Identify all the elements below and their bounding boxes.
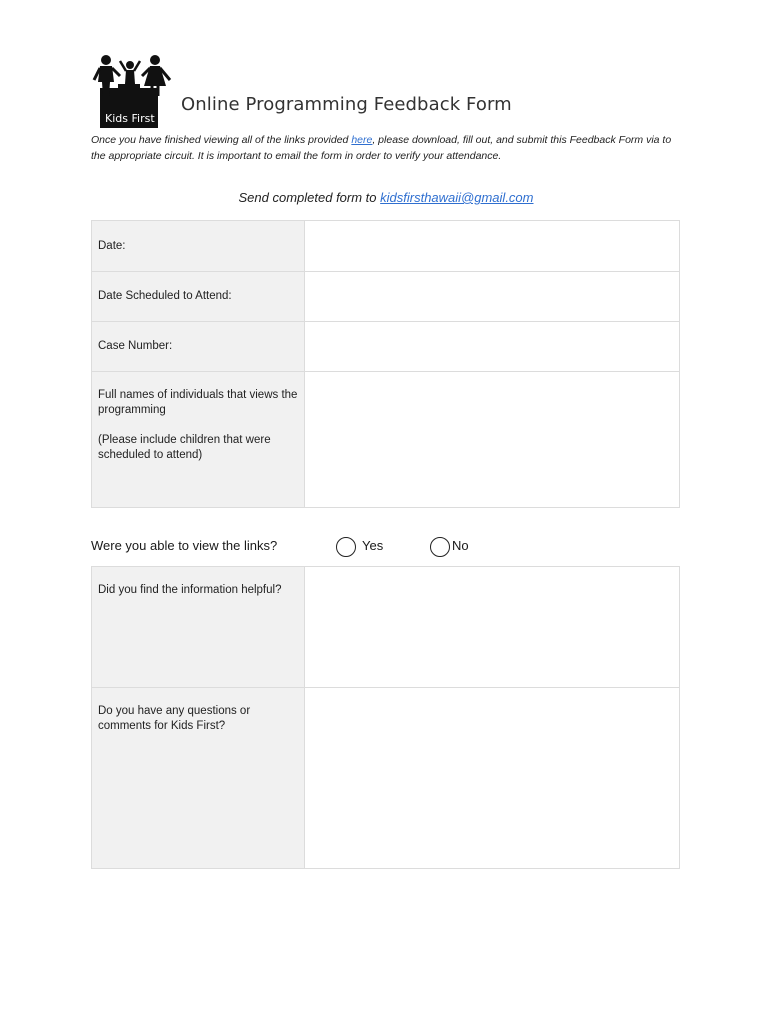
table-row <box>92 567 680 688</box>
no-label: No <box>452 538 469 553</box>
comments-label: Do you have any questions or comments for Kids First? <box>92 688 305 869</box>
attendance-info-table <box>91 220 680 508</box>
intro-before-link: Once you have finished viewing all of the links provided <box>91 134 352 146</box>
links-question-row <box>91 537 681 557</box>
case-number-label: Case Number: <box>92 322 305 372</box>
date-label: Date: <box>92 221 305 272</box>
scheduled-date-field[interactable] <box>305 272 680 322</box>
page-title: Online Programming Feedback Form <box>181 94 512 115</box>
yes-radio[interactable] <box>336 537 356 557</box>
links-question: Were you able to view the links? <box>91 538 278 553</box>
table-row <box>92 322 680 372</box>
here-link[interactable]: here <box>351 134 373 146</box>
names-label-main: Full names of individuals that views the programming <box>98 389 298 416</box>
feedback-table <box>91 566 680 869</box>
names-label-note: (Please include children that were scheduled to attend) <box>98 434 271 461</box>
table-row <box>92 221 680 272</box>
case-number-field[interactable] <box>305 322 680 372</box>
helpful-field[interactable] <box>305 567 680 688</box>
intro-after-link: , please download, fill out, and submit this Feedback Form via to the appropriate circuit. It is important to email the form in order to verify your attendance. <box>91 134 672 162</box>
kids-first-logo <box>92 52 174 130</box>
helpful-label: Did you find the information helpful? <box>92 567 305 688</box>
table-row <box>92 688 680 869</box>
email-link[interactable]: kidsfirsthawaii@gmail.com <box>380 190 534 205</box>
logo-caption: Kids First <box>105 112 155 125</box>
send-instructions <box>91 190 681 205</box>
yes-label: Yes <box>362 538 384 553</box>
table-row <box>92 372 680 508</box>
table-row <box>92 272 680 322</box>
send-prefix: Send completed form to <box>238 190 381 205</box>
intro-text <box>91 132 681 164</box>
names-field[interactable] <box>305 372 680 508</box>
date-field[interactable] <box>305 221 680 272</box>
names-label <box>92 372 305 508</box>
comments-field[interactable] <box>305 688 680 869</box>
no-radio[interactable] <box>430 537 450 557</box>
scheduled-date-label: Date Scheduled to Attend: <box>92 272 305 322</box>
